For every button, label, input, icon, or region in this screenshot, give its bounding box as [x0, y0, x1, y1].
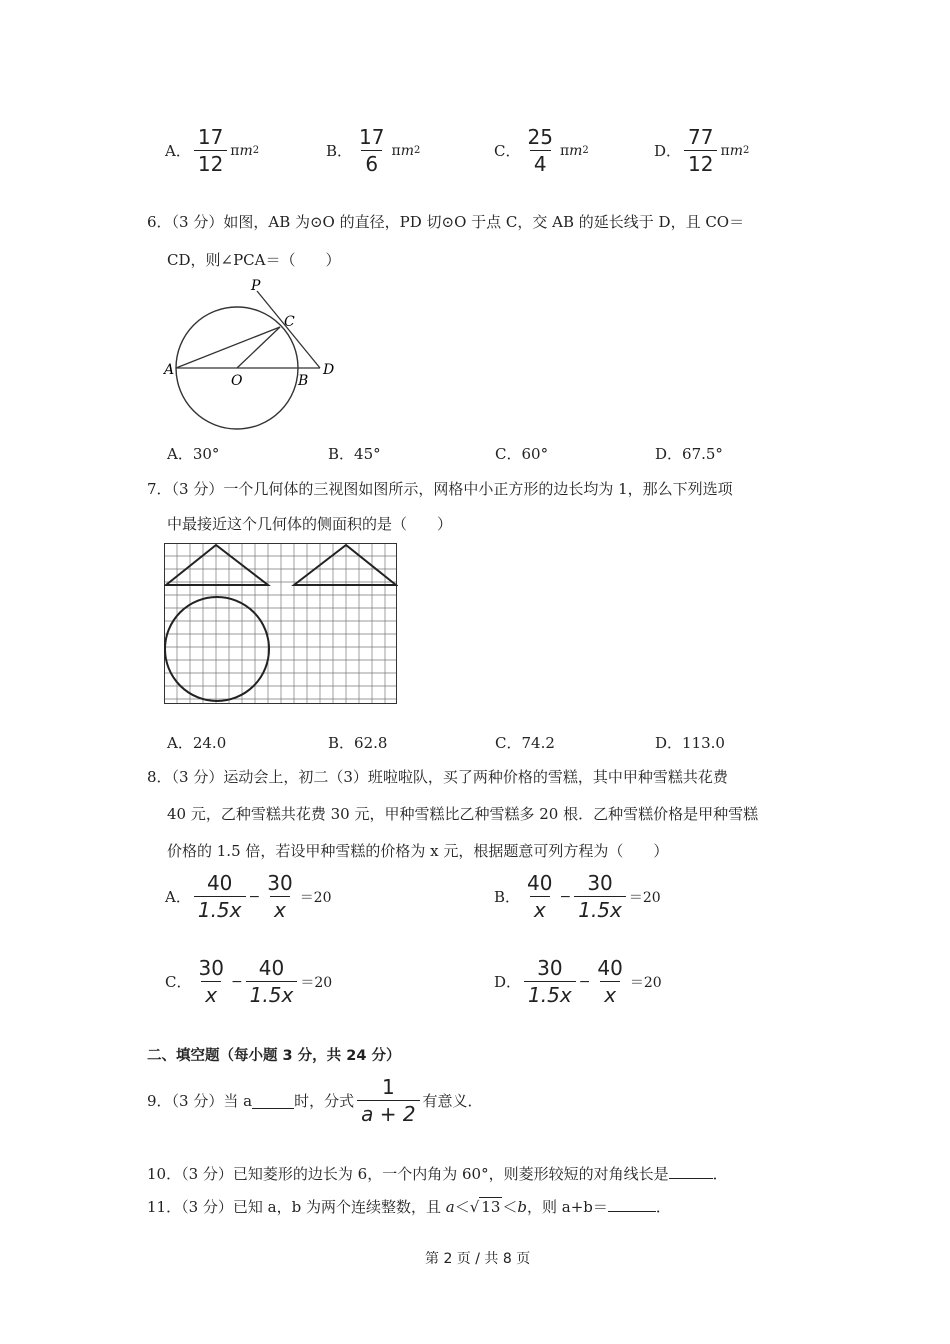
- q10: 10．（3 分）已知菱形的边长为 6，一个内角为 60°，则菱形较短的对角线长是 ．: [147, 1165, 728, 1183]
- q7-option-d: D．113.0: [655, 734, 725, 752]
- q11: 11．（3 分）已知 a，b 为两个连续整数，且 a＜√ 13 ＜b，则 a+b＝ ．: [147, 1198, 671, 1216]
- page-footer: 第 2 页 / 共 8 页: [425, 1251, 531, 1267]
- q8-option-d: D． $\frac{30}{1.5x}$ − $\frac{40}{x}$ ＝20: [494, 956, 662, 1007]
- fraction: $\frac{30}{1.5x}$: [574, 870, 626, 923]
- radicand: 13: [481, 1198, 501, 1216]
- q6-line2: CD，则∠PCA＝（ ）: [167, 251, 341, 269]
- answer-blank[interactable]: [669, 1164, 713, 1179]
- side-view-triangle: [294, 545, 396, 585]
- q6-option-b: B．45°: [328, 445, 381, 463]
- fraction: $\frac{17}{6}$: [359, 125, 385, 176]
- top-view-circle: [165, 597, 269, 701]
- q6-circle-figure: [160, 275, 350, 430]
- q7-option-a: A．24.0: [167, 734, 227, 752]
- fraction: $\frac{25}{4}$: [527, 125, 553, 176]
- grid-border: [165, 544, 397, 704]
- q7-three-view-grid: [164, 543, 398, 705]
- q9: 9．（3 分）当 a 时，分式 $\frac{1}{a + 2}$ 有意义．: [147, 1075, 483, 1126]
- label-p: P: [251, 278, 261, 294]
- fraction: $\frac{40}{1.5x}$: [246, 955, 298, 1008]
- fraction: $\frac{1}{a + 2}$: [357, 1074, 419, 1127]
- q5-option-a: A． $\frac{17}{12}$ π m 2: [165, 125, 260, 176]
- label-a: A: [164, 362, 175, 378]
- label-d: D: [323, 362, 335, 378]
- fraction: $\frac{77}{12}$: [684, 124, 717, 177]
- front-view-triangle: [166, 545, 268, 585]
- q7-line1: 7．（3 分）一个几何体的三视图如图所示，网格中小正方形的边长均为 1，那么下列选项: [147, 480, 733, 498]
- chord-ac: [176, 327, 280, 368]
- q5-option-b: B． $\frac{17}{6}$ π m 2: [326, 125, 421, 176]
- q7-line2: 中最接近这个几何体的侧面积的是（ ）: [167, 515, 453, 533]
- label-c: C: [284, 314, 295, 330]
- sqrt-sign: √: [469, 1198, 480, 1216]
- q6-option-c: C．60°: [495, 445, 549, 463]
- q8-option-b: B． $\frac{40}{x}$ − $\frac{30}{1.5x}$ ＝20: [494, 871, 661, 922]
- fraction: $\frac{17}{12}$: [194, 124, 227, 177]
- fraction: $\frac{40}{x}$: [527, 871, 553, 922]
- q8-line2: 40 元，乙种雪糕共花费 30 元，甲种雪糕比乙种雪糕多 20 根．乙种雪糕价格是甲种雪糕: [167, 805, 759, 823]
- label-b: B: [298, 373, 309, 389]
- answer-blank[interactable]: [252, 1092, 294, 1109]
- q7-option-c: C．74.2: [495, 734, 555, 752]
- fraction: $\frac{40}{x}$: [597, 956, 623, 1007]
- section-title: 二、填空题（每小题 3 分，共 24 分）: [147, 1048, 401, 1064]
- q8-line1: 8．（3 分）运动会上，初二（3）班啦啦队，买了两种价格的雪糕，其中甲种雪糕共花费: [147, 768, 728, 786]
- answer-blank[interactable]: [608, 1197, 656, 1212]
- q5-option-d: D． $\frac{77}{12}$ π m 2: [654, 125, 750, 176]
- fraction: $\frac{30}{1.5x}$: [524, 955, 576, 1008]
- radius-oc: [237, 327, 280, 368]
- q8-option-c: C． $\frac{30}{x}$ − $\frac{40}{1.5x}$ ＝20: [165, 956, 333, 1007]
- fraction: $\frac{40}{1.5x}$: [194, 870, 246, 923]
- q8-option-a: A． $\frac{40}{1.5x}$ − $\frac{30}{x}$ ＝20: [165, 871, 332, 922]
- fraction: $\frac{30}{x}$: [267, 871, 293, 922]
- fraction: $\frac{30}{x}$: [198, 956, 224, 1007]
- grid-lines: [164, 543, 397, 704]
- q8-line3: 价格的 1.5 倍，若设甲种雪糕的价格为 x 元，根据题意可列方程为（ ）: [167, 842, 669, 860]
- q6-option-a: A．30°: [167, 445, 220, 463]
- q5-option-c: C． $\frac{25}{4}$ π m 2: [494, 125, 589, 176]
- q6-option-d: D．67.5°: [655, 445, 723, 463]
- q6-line1: 6．（3 分）如图，AB 为⊙O 的直径，PD 切⊙O 于点 C，交 AB 的延长线于 D，且 CO＝: [147, 213, 745, 231]
- label-o: O: [231, 373, 243, 389]
- q7-option-b: B．62.8: [328, 734, 388, 752]
- option-label: A．: [165, 142, 191, 160]
